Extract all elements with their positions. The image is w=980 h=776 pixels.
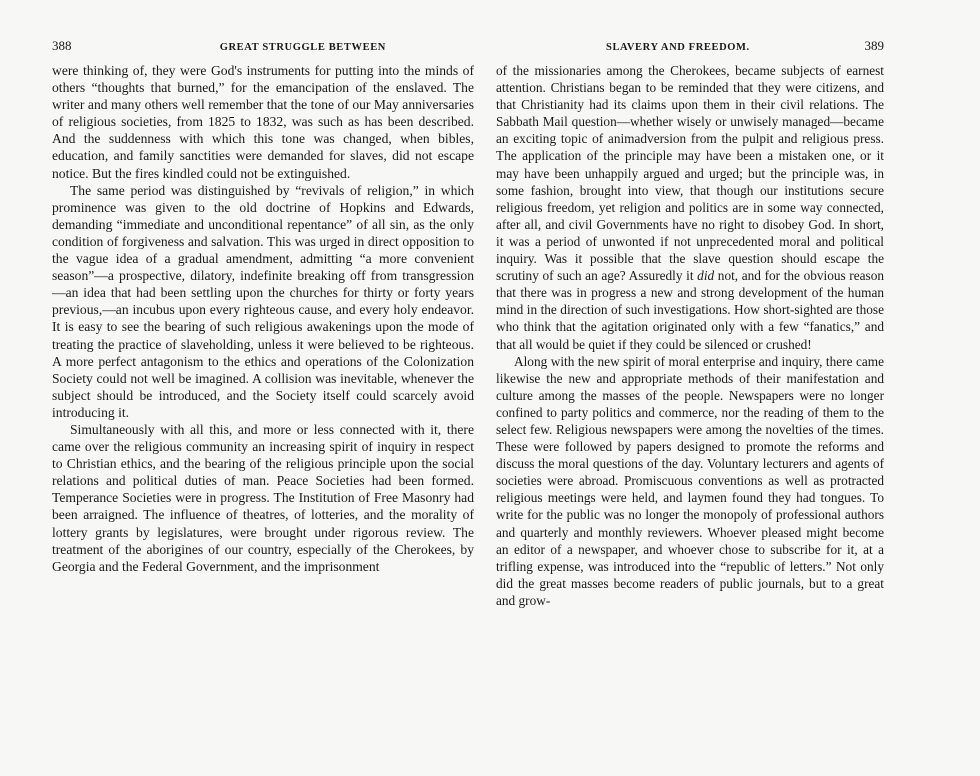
right-paragraph-1-part-b: not, and for the obvious reason that there was in progress a new and strong development of the human mind in the direction of such investigations. How short-sighted are those who think that the agitation originated only with a few “fanatics,” and that all would be quiet if they could be silenced or crushed! xyxy=(496,268,885,352)
left-page-number: 388 xyxy=(52,38,72,53)
left-paragraph-3: Simultaneously with all this, and more or less connected with it, there came over the religious community an increasing spirit of inquiry in respect to Christian ethics, and the bearing of the religious principle upon the social relations and political duties of man. Peace Societies had been formed. Temperance Societies were in progress. The Institution of Free Masonry had been arraigned. The influence of theatres, of lotteries, and the morality of lottery grants by legislatures, were brought under rigorous review. The treatment of the aborigines of our country, especially of the Cherokees, by Georgia and the Federal Government, and the imprisonment xyxy=(52,421,474,574)
right-page xyxy=(490,0,980,776)
right-page-number: 389 xyxy=(864,38,884,53)
left-paragraph-1: were thinking of, they were God's instruments for putting into the minds of others “thoughts that burned,” for the emancipation of the enslaved. The writer and many others well remember that the tone of our May anniversaries of religious societies, from 1825 to 1832, was such as has been described. And the suddenness with which this tone was changed, when bibles, education, and family sanctities were demanded for slaves, did not escape notice. But the fires kindled could not be extinguished. xyxy=(52,63,474,181)
right-paragraph-1-part-a: of the missionaries among the Cherokees, became subjects of earnest attention. Christians began to be reminded that they were citizens, and that Christianity had its claims upon them in their civil relations. The Sabbath Mail question—whether wisely or unwisely managed—became an exciting topic of animadversion from the pulpit and religious press. The application of the principle may have been a mistaken one, or it may have been unhappily argued and urged; but the principle was, in some fashion, brought into view, that though our institutions secure religious freedom, yet religion and politics are in some way connected, after all, and civil Governments have no right to disobey God. In short, it was a period of unwonted if not unprecedented moral and political inquiry. Was it possible that the slave question should escape the scrutiny of such an age? Assuredly it xyxy=(496,63,884,284)
right-paragraph-1 xyxy=(496,62,884,353)
left-running-title: GREAT STRUGGLE BETWEEN xyxy=(219,42,386,53)
emphasis-did: did xyxy=(697,268,715,284)
right-paragraph-2: Along with the new spirit of moral enterprise and inquiry, there came likewise the new and appropriate methods of their manifestation and culture among the masses of the people. Newspapers were no longer confined to party politics and commerce, nor the reading of them to the select few. Religious newspapers were among the novelties of the times. These were followed by papers designed to promote the reforms and discuss the moral questions of the day. Voluntary lecturers and agents of societies were abroad. Promiscuous conventions as well as protracted religious meetings were held, and laymen found they had tongues. To write for the public was no longer the monopoly of professional authors and quarterly and monthly reviewers. Whoever pleased might become an editor of a newspaper, and whoever chose to subscribe for it, at a trifling expense, was introduced into the “republic of letters.” Not only did the great masses become readers of public journals, but to a great and grow- xyxy=(496,353,884,608)
right-page-text xyxy=(496,62,884,609)
right-running-head xyxy=(496,38,884,62)
left-running-head xyxy=(52,38,474,62)
left-page-text xyxy=(52,62,474,575)
right-running-title: SLAVERY AND FREEDOM. xyxy=(606,42,750,53)
left-paragraph-2: The same period was distinguished by “revivals of religion,” in which prominence was given to the old doctrine of Hopkins and Edwards, demanding “immediate and unconditional repentance” of all sin, as the only condition of forgiveness and salvation. This was urged in direct opposition to the vague idea of a gradual amendment, admitting “a more convenient season”—a prospective, dilatory, indefinite breaking off from transgression—an idea that had been settling upon the churches for thirty or forty years previous,—an incubus upon every righteous cause, and every holy endeavor. It is easy to see the bearing of such religious awakenings upon the mode of treating the practice of slaveholding, unless it were believed to be righteous. A more perfect antagonism to the ethics and operations of the Colonization Society could not well be imagined. A collision was inevitable, whenever the subject should be introduced, and the Society itself could scarcely avoid introducing it. xyxy=(52,182,474,420)
